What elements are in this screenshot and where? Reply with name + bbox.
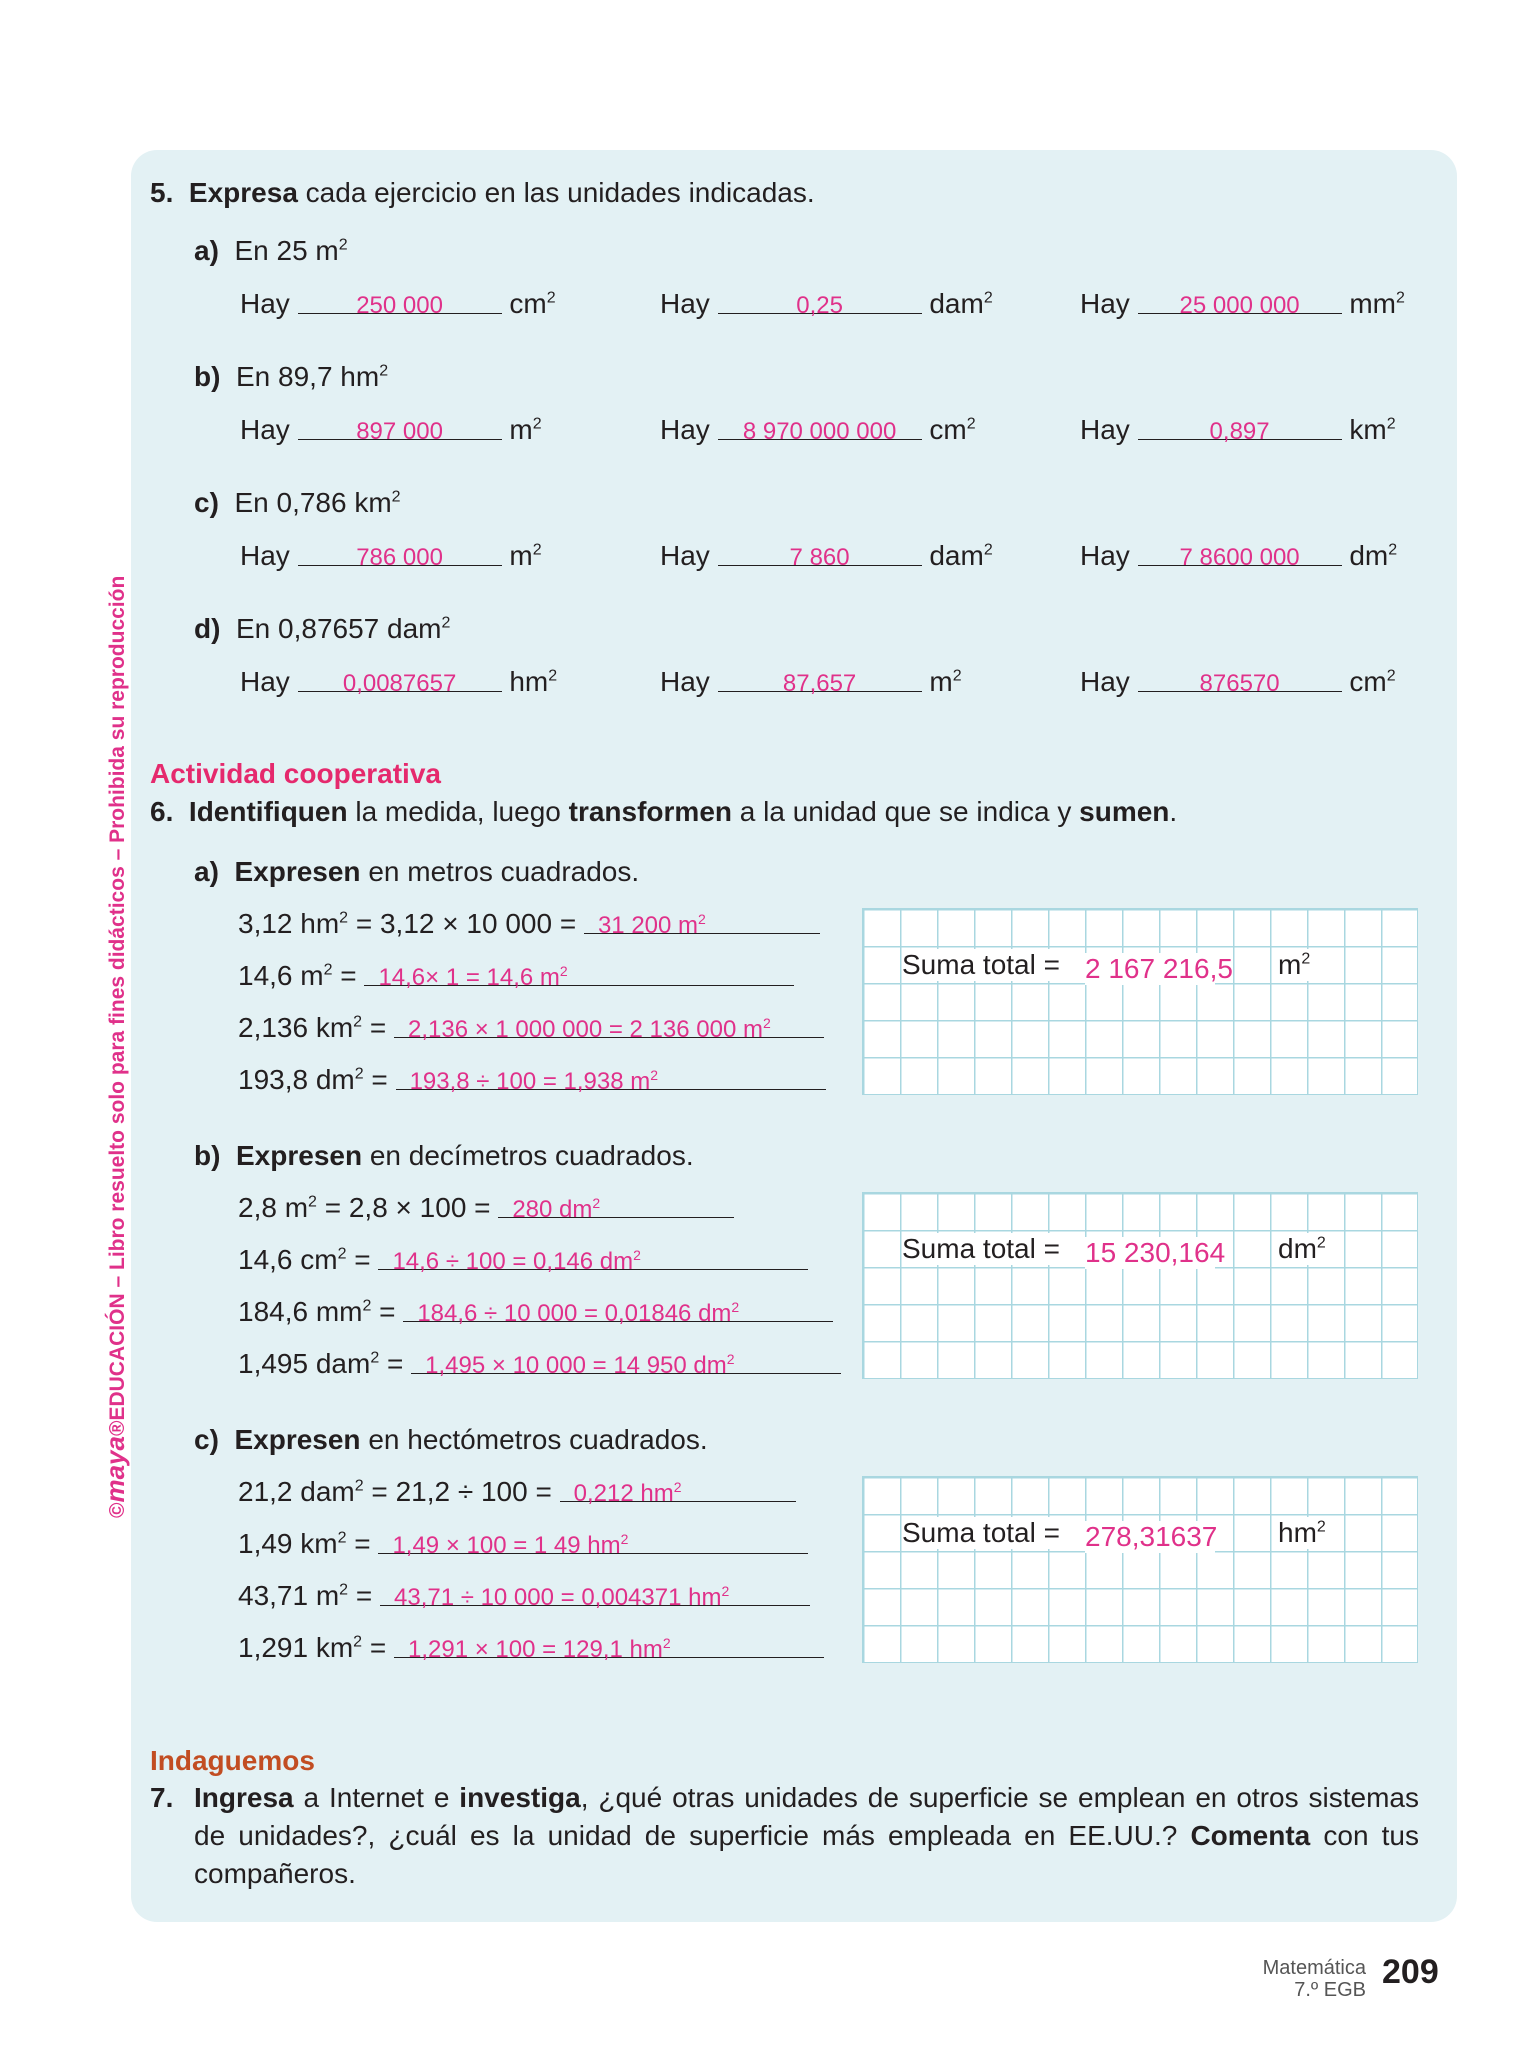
superscript-two: 2 xyxy=(726,1351,735,1367)
answer-line xyxy=(660,413,976,447)
answer-line xyxy=(1080,665,1396,699)
hay-label: Hay xyxy=(1080,666,1130,697)
sum-total-unit xyxy=(1278,1233,1326,1265)
part-verb: Expresen xyxy=(234,856,361,887)
sum-value-text: 15 230,164 xyxy=(1085,1237,1226,1268)
handwritten-answer xyxy=(498,1196,600,1223)
conversion-expression: = xyxy=(346,1528,379,1559)
exercise-5-item-c xyxy=(194,486,401,520)
handwritten-answer: 8 970 000 000 xyxy=(742,418,897,445)
sum-value-text: 278,31637 xyxy=(1085,1521,1218,1552)
part-instruction: en decímetros cuadrados. xyxy=(362,1140,694,1171)
superscript-two: 2 xyxy=(721,1583,730,1599)
part-letter: c) xyxy=(194,1424,219,1455)
handwritten-answer: 0,25 xyxy=(796,292,843,319)
handwritten-answer: 25 000 000 xyxy=(1179,292,1300,319)
unit-label: dam xyxy=(929,540,984,571)
given-measure: 184,6 mm xyxy=(238,1296,363,1327)
handwritten-answer xyxy=(394,1636,671,1663)
sum-total-label xyxy=(902,1233,1060,1265)
given-measure: 14,6 cm xyxy=(238,1244,338,1275)
hay-label: Hay xyxy=(240,666,290,697)
conversion-row xyxy=(238,1011,824,1045)
unit-label: cm xyxy=(509,288,547,319)
superscript-two: 2 xyxy=(650,1067,659,1083)
part-verb: Expresen xyxy=(234,1424,361,1455)
conversion-expression: = xyxy=(362,1012,394,1043)
answer-blank[interactable] xyxy=(298,413,502,445)
item-given-value: En 0,87657 dam xyxy=(236,613,442,644)
item-letter: c) xyxy=(194,487,219,518)
conversion-row xyxy=(238,907,820,941)
superscript-two: 2 xyxy=(1316,1518,1326,1536)
given-measure: 1,291 km xyxy=(238,1632,354,1663)
conversion-expression: = xyxy=(348,1580,380,1611)
answer-line xyxy=(1080,539,1397,573)
answer-line xyxy=(240,287,556,321)
conversion-row xyxy=(238,1475,796,1509)
conversion-expression: = 3,12 × 10 000 = xyxy=(348,908,584,939)
sum-unit-text: dm xyxy=(1278,1233,1317,1264)
given-measure: 43,71 m xyxy=(238,1580,340,1611)
sum-unit-text: hm xyxy=(1278,1517,1317,1548)
answer-blank[interactable] xyxy=(718,413,922,445)
unit-label: mm xyxy=(1349,288,1397,319)
exercise-7-statement: Ingresa a Internet e investiga, ¿qué otras unidades de superficie se emplean en otros sistemas de unidades?, ¿cuál es la unidad de superficie más empleada en EE.UU.? Comenta con tus compañeros. xyxy=(194,1782,1419,1889)
superscript-two: 2 xyxy=(441,614,451,632)
superscript-two: 2 xyxy=(337,1245,347,1263)
handwritten-answer xyxy=(411,1352,734,1379)
activity-heading-indaguemos: Indaguemos xyxy=(150,1745,315,1776)
hay-label: Hay xyxy=(660,666,710,697)
superscript-two: 2 xyxy=(559,963,568,979)
handwritten-answer: 7 8600 000 xyxy=(1179,544,1300,571)
sum-value-text: 2 167 216,5 xyxy=(1085,953,1233,984)
item-given-value: En 0,786 km xyxy=(234,487,392,518)
conversion-expression: = xyxy=(362,1632,394,1663)
hay-label: Hay xyxy=(660,414,710,445)
part-instruction: en metros cuadrados. xyxy=(360,856,640,887)
sum-label-text: Suma total = xyxy=(902,1517,1060,1548)
exercise-5-item-d xyxy=(194,612,450,646)
answer-text: 31 200 m xyxy=(597,912,699,939)
activity-heading-cooperativa: Actividad cooperativa xyxy=(150,758,441,789)
handwritten-answer: 87,657 xyxy=(782,670,857,697)
answer-blank[interactable] xyxy=(298,665,502,697)
exercise-6-part-a xyxy=(194,855,639,889)
handwritten-answer: 786 000 xyxy=(356,544,443,571)
conversion-row xyxy=(238,1295,833,1329)
answer-blank[interactable] xyxy=(298,287,502,319)
superscript-two: 2 xyxy=(532,415,542,433)
item-letter: b) xyxy=(194,361,221,392)
superscript-two: 2 xyxy=(308,1193,317,1211)
item-letter: d) xyxy=(194,613,221,644)
exercise-5-statement: 5. Expresa cada ejercicio en las unidades indicadas. xyxy=(150,177,815,208)
answer-blank[interactable] xyxy=(1138,539,1342,571)
superscript-two: 2 xyxy=(354,1065,364,1083)
conversion-row xyxy=(238,1347,841,1381)
superscript-two: 2 xyxy=(338,236,348,254)
superscript-two: 2 xyxy=(673,1479,682,1495)
superscript-two: 2 xyxy=(379,362,389,380)
answer-blank[interactable] xyxy=(498,1191,734,1223)
answer-line xyxy=(1080,287,1405,321)
superscript-two: 2 xyxy=(1388,541,1398,559)
answer-text: 280 dm xyxy=(512,1196,593,1223)
given-measure: 21,2 dam xyxy=(238,1476,355,1507)
sum-total-value xyxy=(1085,953,1233,985)
conversion-row xyxy=(238,1191,734,1225)
sum-label-text: Suma total = xyxy=(902,949,1060,980)
publisher-logo: maya xyxy=(100,1436,130,1503)
superscript-two: 2 xyxy=(1386,415,1396,433)
superscript-two: 2 xyxy=(983,541,993,559)
exercise-7-number: 7. xyxy=(150,1782,174,1813)
superscript-two: 2 xyxy=(362,1297,372,1315)
answer-blank[interactable] xyxy=(584,907,820,939)
superscript-two: 2 xyxy=(1316,1234,1326,1252)
superscript-two: 2 xyxy=(633,1247,641,1263)
handwritten-answer xyxy=(403,1300,739,1327)
answer-blank[interactable] xyxy=(411,1347,841,1379)
answer-line xyxy=(240,665,557,699)
conversion-expression: = xyxy=(346,1244,379,1275)
exercise-5-item-b xyxy=(194,360,388,394)
exercise-5-item-a xyxy=(194,234,348,268)
given-measure: 193,8 dm xyxy=(238,1064,355,1095)
sum-total-value xyxy=(1085,1521,1218,1553)
answer-line xyxy=(660,665,962,699)
superscript-two: 2 xyxy=(532,541,542,559)
hay-label: Hay xyxy=(1080,414,1130,445)
hay-label: Hay xyxy=(240,540,290,571)
conversion-expression: = xyxy=(332,960,365,991)
answer-line xyxy=(660,539,993,573)
answer-text: 43,71 ÷ 10 000 = 0,004371 hm xyxy=(394,1584,722,1611)
answer-line xyxy=(1080,413,1396,447)
conversion-row xyxy=(238,959,794,993)
answer-text: 184,6 ÷ 10 000 = 0,01846 dm xyxy=(417,1300,732,1327)
conversion-expression: = 2,8 × 100 = xyxy=(316,1192,499,1223)
superscript-two: 2 xyxy=(1301,950,1311,968)
part-instruction: en hectómetros cuadrados. xyxy=(360,1424,708,1455)
sum-total-label xyxy=(902,1517,1060,1549)
part-verb: Expresen xyxy=(236,1140,363,1171)
superscript-two: 2 xyxy=(548,667,558,685)
exercise-6-statement: 6. Identifiquen la medida, luego transformen a la unidad que se indica y sumen. xyxy=(150,796,1178,827)
superscript-two: 2 xyxy=(323,961,333,979)
answer-text: 1,291 × 100 = 129,1 hm xyxy=(408,1636,663,1663)
sum-total-unit xyxy=(1278,1517,1326,1549)
conversion-row xyxy=(238,1631,824,1665)
unit-label: dam xyxy=(929,288,984,319)
conversion-expression: = xyxy=(363,1064,396,1095)
handwritten-answer: 250 000 xyxy=(356,292,443,319)
item-letter: a) xyxy=(194,235,219,266)
answer-blank[interactable] xyxy=(403,1295,833,1327)
answer-line xyxy=(240,539,542,573)
hay-label: Hay xyxy=(240,288,290,319)
superscript-two: 2 xyxy=(546,289,556,307)
item-given-value: En 89,7 hm xyxy=(236,361,380,392)
answer-text: 14,6× 1 = 14,6 m xyxy=(378,964,560,991)
handwritten-answer: 0,0087657 xyxy=(342,670,457,697)
superscript-two: 2 xyxy=(983,289,993,307)
answer-text: 2,136 × 1 000 000 = 2 136 000 m xyxy=(408,1016,763,1043)
sum-total-value xyxy=(1085,1237,1226,1269)
superscript-two: 2 xyxy=(966,415,976,433)
answer-blank[interactable] xyxy=(1138,665,1342,697)
conversion-expression: = 21,2 ÷ 100 = xyxy=(363,1476,560,1507)
given-measure: 2,8 m xyxy=(238,1192,309,1223)
answer-line xyxy=(660,287,993,321)
sum-grid[interactable] xyxy=(862,1476,1418,1663)
hay-label: Hay xyxy=(1080,540,1130,571)
answer-text: 193,8 ÷ 100 = 1,938 m xyxy=(409,1068,651,1095)
answer-text: 1,495 × 10 000 = 14 950 dm xyxy=(425,1352,727,1379)
given-measure: 1,495 dam xyxy=(238,1348,371,1379)
unit-label: km xyxy=(1349,414,1387,445)
conversion-row xyxy=(238,1579,810,1613)
superscript-two: 2 xyxy=(391,488,401,506)
unit-label: cm xyxy=(929,414,967,445)
handwritten-answer xyxy=(378,1532,628,1559)
sum-grid[interactable] xyxy=(862,1192,1418,1379)
answer-blank[interactable] xyxy=(378,1243,808,1275)
side-copyright-text: ©maya®EDUCACIÓN – Libro resuelto solo para fines didácticos – Prohibida su reproducción xyxy=(100,575,130,1518)
answer-blank[interactable] xyxy=(560,1475,796,1507)
unit-label: m xyxy=(509,540,533,571)
answer-line xyxy=(240,413,542,447)
answer-blank[interactable] xyxy=(380,1579,810,1611)
conversion-row xyxy=(238,1063,826,1097)
exercise-6-part-b xyxy=(194,1139,694,1173)
handwritten-answer: 876570 xyxy=(1199,670,1280,697)
unit-label: m xyxy=(929,666,953,697)
conversion-row xyxy=(238,1243,808,1277)
hay-label: Hay xyxy=(660,540,710,571)
given-measure: 14,6 m xyxy=(238,960,324,991)
unit-label: m xyxy=(509,414,533,445)
given-measure: 3,12 hm xyxy=(238,908,340,939)
footer-subject: Matemática 7.º EGB xyxy=(1262,1957,1366,2001)
superscript-two: 2 xyxy=(337,1529,347,1547)
handwritten-answer xyxy=(394,1016,771,1043)
handwritten-answer xyxy=(396,1068,658,1095)
handwritten-answer: 897 000 xyxy=(356,418,443,445)
page-number: 209 xyxy=(1382,1953,1439,1991)
sum-grid[interactable] xyxy=(862,908,1418,1095)
answer-text: 0,212 hm xyxy=(573,1480,674,1507)
handwritten-answer xyxy=(584,912,706,939)
answer-blank[interactable] xyxy=(394,1011,824,1043)
exercise-6-part-c xyxy=(194,1423,708,1457)
conversion-expression: = xyxy=(379,1348,412,1379)
superscript-two: 2 xyxy=(731,1299,740,1315)
answer-blank[interactable] xyxy=(1138,413,1342,445)
handwritten-answer xyxy=(378,1248,640,1275)
superscript-two: 2 xyxy=(339,909,349,927)
answer-text: 1,49 × 100 = 1 49 hm xyxy=(392,1532,621,1559)
handwritten-answer: 7 860 xyxy=(789,544,850,571)
answer-blank[interactable] xyxy=(378,1527,808,1559)
superscript-two: 2 xyxy=(698,911,706,927)
sum-unit-text: m xyxy=(1278,949,1302,980)
sum-label-text: Suma total = xyxy=(902,1233,1060,1264)
conversion-row xyxy=(238,1527,808,1561)
unit-label: dm xyxy=(1349,540,1389,571)
sum-total-unit xyxy=(1278,949,1310,981)
superscript-two: 2 xyxy=(1386,667,1396,685)
superscript-two: 2 xyxy=(762,1015,771,1031)
unit-label: hm xyxy=(509,666,549,697)
superscript-two: 2 xyxy=(354,1477,364,1495)
answer-blank[interactable] xyxy=(718,665,922,697)
answer-text: 14,6 ÷ 100 = 0,146 dm xyxy=(392,1248,634,1275)
superscript-two: 2 xyxy=(1396,289,1405,307)
handwritten-answer: 0,897 xyxy=(1209,418,1270,445)
superscript-two: 2 xyxy=(353,1013,363,1031)
superscript-two: 2 xyxy=(353,1633,363,1651)
part-letter: b) xyxy=(194,1140,221,1171)
part-letter: a) xyxy=(194,856,219,887)
given-measure: 2,136 km xyxy=(238,1012,354,1043)
hay-label: Hay xyxy=(1080,288,1130,319)
hay-label: Hay xyxy=(240,414,290,445)
handwritten-answer xyxy=(380,1584,729,1611)
superscript-two: 2 xyxy=(592,1195,601,1211)
answer-blank[interactable] xyxy=(364,959,794,991)
answer-blank[interactable] xyxy=(718,539,922,571)
answer-blank[interactable] xyxy=(298,539,502,571)
item-given-value: En 25 m xyxy=(234,235,339,266)
given-measure: 1,49 km xyxy=(238,1528,338,1559)
answer-blank[interactable] xyxy=(394,1631,824,1663)
answer-blank[interactable] xyxy=(718,287,922,319)
unit-label: cm xyxy=(1349,666,1387,697)
answer-blank[interactable] xyxy=(1138,287,1342,319)
superscript-two: 2 xyxy=(662,1635,671,1651)
conversion-expression: = xyxy=(371,1296,404,1327)
answer-blank[interactable] xyxy=(396,1063,826,1095)
superscript-two: 2 xyxy=(370,1349,380,1367)
handwritten-answer xyxy=(560,1480,682,1507)
superscript-two: 2 xyxy=(620,1531,629,1547)
handwritten-answer xyxy=(364,964,567,991)
superscript-two: 2 xyxy=(339,1581,349,1599)
hay-label: Hay xyxy=(660,288,710,319)
superscript-two: 2 xyxy=(952,667,962,685)
sum-total-label xyxy=(902,949,1060,981)
